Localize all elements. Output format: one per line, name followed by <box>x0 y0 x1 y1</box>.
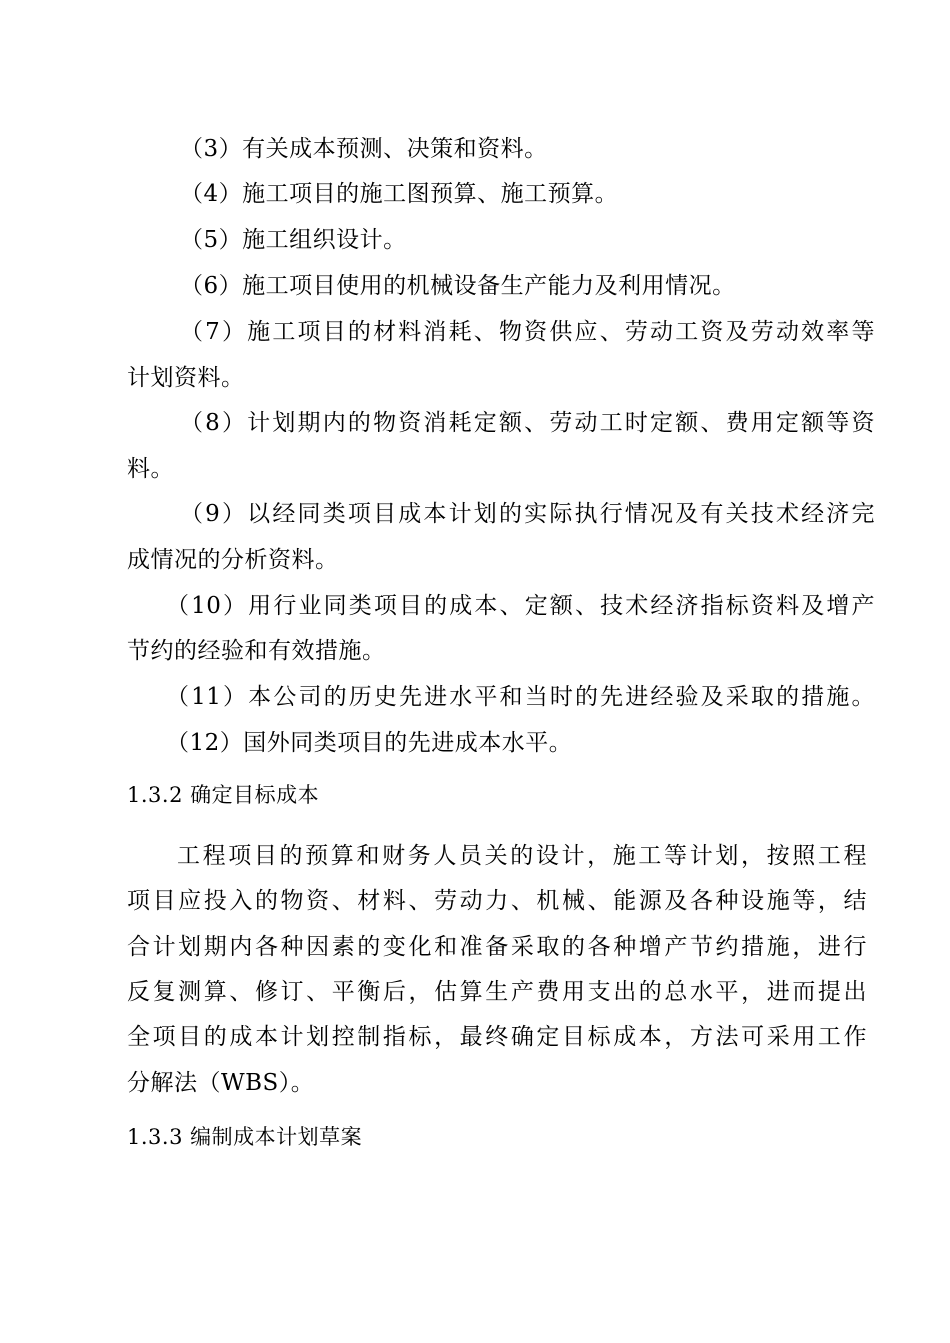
paragraph-1-3-2-line-6: 分解法（WBS）。 <box>127 1070 315 1096</box>
paragraph-1-3-2-line-3: 合计划期内各种因素的变化和准备采取的各种增产节约措施，进行 <box>127 934 867 960</box>
list-item-9-line-1: （9）以经同类项目成本计划的实际执行情况及有关技术经济完 <box>180 501 875 527</box>
list-item-8-line-2: 料。 <box>127 456 174 482</box>
paragraph-1-3-2-line-4: 反复测算、修订、平衡后，估算生产费用支出的总水平，进而提出 <box>127 979 867 1005</box>
paragraph-1-3-2-line-1: 工程项目的预算和财务人员关的设计，施工等计划，按照工程 <box>177 843 867 869</box>
list-item-8-line-1: （8）计划期内的物资消耗定额、劳动工时定额、费用定额等资 <box>180 410 875 436</box>
list-item-10-line-1: （10）用行业同类项目的成本、定额、技术经济指标资料及增产 <box>166 593 875 619</box>
list-item-4: （4）施工项目的施工图预算、施工预算。 <box>180 181 619 207</box>
list-item-7-line-1: （7）施工项目的材料消耗、物资供应、劳动工资及劳动效率等 <box>180 319 875 345</box>
section-heading-1-3-3: 1.3.3 编制成本计划草案 <box>127 1125 363 1149</box>
paragraph-1-3-2-line-2: 项目应投入的物资、材料、劳动力、机械、能源及各种设施等，结 <box>127 888 867 914</box>
list-item-12: （12）国外同类项目的先进成本水平。 <box>166 730 573 756</box>
list-item-3: （3）有关成本预测、决策和资料。 <box>180 136 548 162</box>
paragraph-1-3-2-line-5: 全项目的成本计划控制指标，最终确定目标成本，方法可采用工作 <box>127 1024 867 1050</box>
list-item-11: （11）本公司的历史先进水平和当时的先进经验及采取的措施。 <box>166 684 875 710</box>
list-item-5: （5）施工组织设计。 <box>180 227 407 253</box>
list-item-10-line-2: 节约的经验和有效措施。 <box>127 638 386 664</box>
list-item-7-line-2: 计划资料。 <box>127 365 245 391</box>
list-item-6: （6）施工项目使用的机械设备生产能力及利用情况。 <box>180 273 736 299</box>
section-heading-1-3-2: 1.3.2 确定目标成本 <box>127 783 320 807</box>
list-item-9-line-2: 成情况的分析资料。 <box>127 547 339 573</box>
